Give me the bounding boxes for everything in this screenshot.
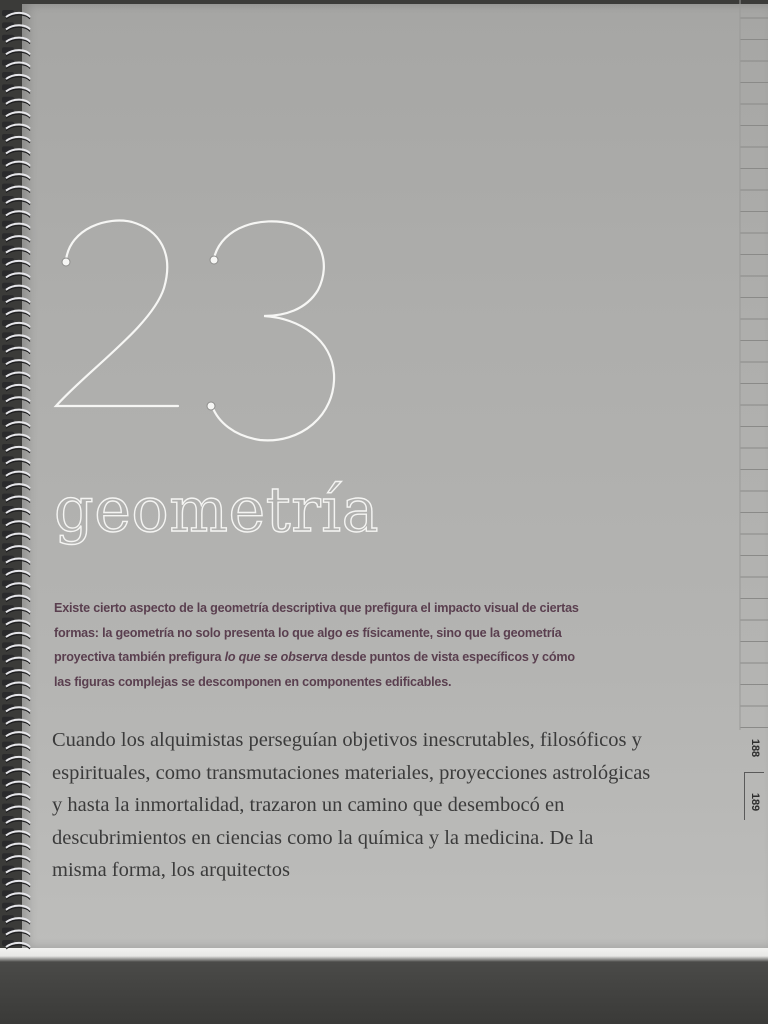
binding-ring [2, 122, 30, 131]
chapter-number-text: 23 [48, 210, 50, 211]
thumb-index-tabs [732, 0, 768, 760]
page-number-right: 189 [749, 792, 762, 812]
binding-ring [2, 370, 30, 379]
intro-emphasis-1: es [345, 625, 360, 640]
binding-ring [2, 568, 30, 577]
intro-paragraph [54, 596, 594, 694]
binding-ring [2, 878, 30, 887]
page-number-rule [744, 772, 764, 773]
scanner-edge [0, 948, 768, 1024]
binding-ring [2, 332, 30, 341]
binding-ring [2, 146, 30, 155]
binding-ring [2, 605, 30, 614]
three-top-dot [210, 256, 218, 264]
binding-ring [2, 593, 30, 602]
binding-ring [2, 456, 30, 465]
binding-ring [2, 928, 30, 937]
binding-ring [2, 853, 30, 862]
binding-ring [2, 22, 30, 31]
binding-ring [2, 97, 30, 106]
binding-ring [2, 407, 30, 416]
binding-ring [2, 692, 30, 701]
binding-ring [2, 270, 30, 279]
binding-ring [2, 469, 30, 478]
digit-two-stroke [56, 221, 178, 406]
binding-ring [2, 618, 30, 627]
spiral-binding [0, 0, 36, 960]
binding-ring [2, 766, 30, 775]
binding-ring [2, 494, 30, 503]
binding-ring [2, 717, 30, 726]
binding-ring [2, 35, 30, 44]
binding-ring [2, 246, 30, 255]
intro-emphasis-2: lo que se observa [224, 650, 328, 664]
binding-ring [2, 556, 30, 565]
page-number-marker [744, 738, 764, 828]
binding-ring [2, 630, 30, 639]
binding-ring [2, 382, 30, 391]
binding-ring [2, 184, 30, 193]
binding-ring [2, 704, 30, 713]
chapter-number-graphic [48, 210, 348, 460]
binding-ring [2, 729, 30, 738]
binding-ring [2, 432, 30, 441]
binding-ring [2, 159, 30, 168]
binding-ring [2, 866, 30, 875]
intro-text-3: desde puntos de vista específicos y cómo las figuras complejas se descomponen en componentes edificables. [54, 650, 575, 689]
binding-ring [2, 345, 30, 354]
binding-ring [2, 233, 30, 242]
binding-ring [2, 481, 30, 490]
binding-ring [2, 903, 30, 912]
binding-ring [2, 84, 30, 93]
three-bottom-dot [207, 402, 215, 410]
binding-ring [2, 940, 30, 949]
binding-ring [2, 816, 30, 825]
chapter-title: geometría [54, 473, 380, 546]
binding-ring [2, 828, 30, 837]
binding-ring [2, 295, 30, 304]
binding-ring [2, 655, 30, 664]
binding-ring [2, 518, 30, 527]
binding-ring [2, 915, 30, 924]
binding-ring [2, 779, 30, 788]
binding-ring [2, 208, 30, 217]
binding-ring [2, 60, 30, 69]
page-number-rule-vertical [744, 772, 745, 820]
binding-ring [2, 320, 30, 329]
binding-ring [2, 258, 30, 267]
binding-ring [2, 667, 30, 676]
binding-ring [2, 642, 30, 651]
binding-ring [2, 543, 30, 552]
binding-ring [2, 841, 30, 850]
binding-ring [2, 531, 30, 540]
binding-ring [2, 444, 30, 453]
binding-ring [2, 804, 30, 813]
binding-ring [2, 171, 30, 180]
intro-text-1: Existe cierto aspecto de la geometría descriptiva que prefigura el impacto visual de ciertas formas: la geometría no solo presenta lo que algo [54, 601, 579, 640]
binding-ring [2, 196, 30, 205]
binding-ring [2, 10, 30, 19]
binding-ring [2, 680, 30, 689]
binding-ring [2, 890, 30, 899]
binding-ring [2, 109, 30, 118]
digit-three-stroke [212, 221, 334, 440]
binding-ring [2, 283, 30, 292]
binding-ring [2, 742, 30, 751]
binding-ring [2, 580, 30, 589]
binding-ring [2, 506, 30, 515]
intro-text-2: físicamente, sino que la geometría proyectiva también prefigura [54, 625, 562, 664]
binding-ring [2, 754, 30, 763]
binding-ring [2, 791, 30, 800]
binding-ring [2, 308, 30, 317]
binding-ring [2, 72, 30, 81]
binding-ring [2, 134, 30, 143]
binding-ring [2, 221, 30, 230]
binding-ring [2, 47, 30, 56]
page-number-left: 188 [749, 738, 762, 758]
binding-ring [2, 419, 30, 428]
binding-ring [2, 357, 30, 366]
binding-ring [2, 394, 30, 403]
body-paragraph: Cuando los alquimistas perseguían objetivos inescrutables, filosóficos y espirituales, como transmutaciones materiales, proyecciones astrológicas y hasta la inmortalidad, trazaron un camino que desembocó en descubrimientos en ciencias como la química y la medicina. De la misma forma, los arquitectos [52, 729, 651, 881]
two-terminal-dot [62, 258, 70, 266]
